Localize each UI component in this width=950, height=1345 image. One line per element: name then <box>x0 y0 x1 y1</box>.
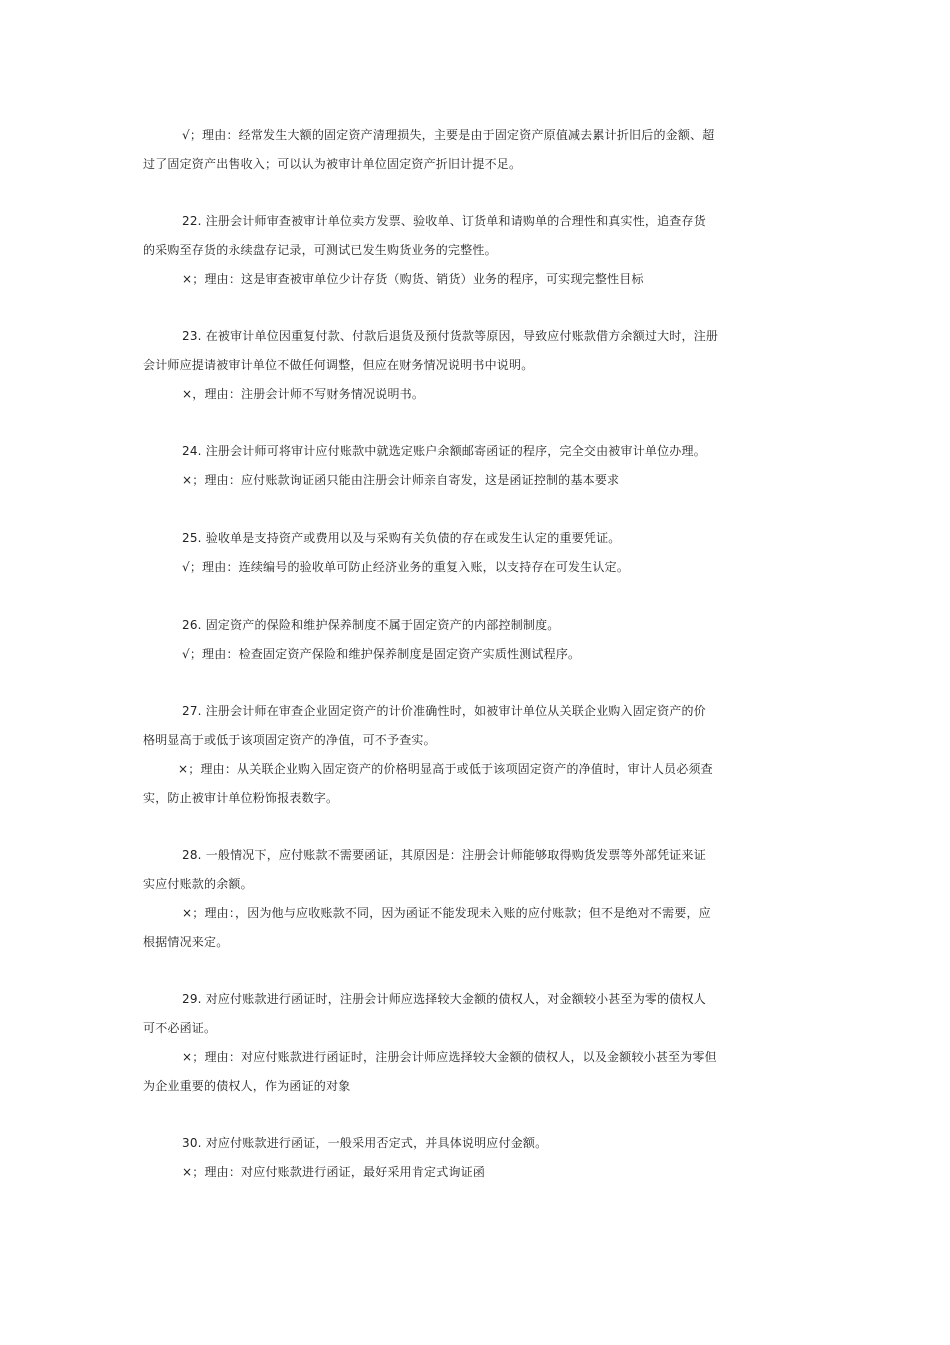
answer-28-line-1: ×；理由：，因为他与应收账款不同，因为函证不能发现未入账的应付账款；但不是绝对不需要，应 <box>182 906 711 920</box>
answer-27-line-1: ×；理由：从关联企业购入固定资产的价格明显高于或低于该项固定资产的净值时，审计人员必须查 <box>178 762 713 776</box>
answer-24-line-1: ×；理由：应付账款询证函只能由注册会计师亲自寄发，这是函证控制的基本要求 <box>182 473 620 487</box>
question-28-line-1: 28. 一般情况下，应付账款不需要函证，其原因是：注册会计师能够取得购货发票等外部凭证来证 <box>182 848 706 862</box>
question-26-line-1: 26. 固定资产的保险和维护保养制度不属于固定资产的内部控制制度。 <box>182 618 560 632</box>
answer-22-line-1: ×；理由：这是审查被审单位少计存货（购货、销货）业务的程序，可实现完整性目标 <box>182 272 644 286</box>
intro-answer-line-1: √；理由：经常发生大额的固定资产清理损失，主要是由于固定资产原值减去累计折旧后的金额、超 <box>182 128 715 142</box>
answer-23-line-1: ×，理由：注册会计师不写财务情况说明书。 <box>182 387 425 401</box>
answer-30-line-1: ×；理由：对应付账款进行函证，最好采用肯定式询证函 <box>182 1165 486 1179</box>
question-25-line-1: 25. 验收单是支持资产或费用以及与采购有关负债的存在或发生认定的重要凭证。 <box>182 531 621 545</box>
question-29-line-1: 29. 对应付账款进行函证时，注册会计师应选择较大金额的债权人，对金额较小甚至为零的债权人 <box>182 992 706 1006</box>
question-23-line-2: 会计师应提请被审计单位不做任何调整，但应在财务情况说明书中说明。 <box>143 358 534 372</box>
answer-25-line-1: √；理由：连续编号的验收单可防止经济业务的重复入账，以支持存在可发生认定。 <box>182 560 630 574</box>
question-22-line-2: 的采购至存货的永续盘存记录，可测试已发生购货业务的完整性。 <box>143 243 497 257</box>
answer-29-line-2: 为企业重要的债权人，作为函证的对象 <box>143 1079 351 1093</box>
question-27-line-2: 格明显高于或低于该项固定资产的净值，可不予查实。 <box>143 733 436 747</box>
question-23-line-1: 23. 在被审计单位因重复付款、付款后退货及预付货款等原因，导致应付账款借方余额过大时，注册 <box>182 329 719 343</box>
question-27-line-1: 27. 注册会计师在审查企业固定资产的计价准确性时，如被审计单位从关联企业购入固定资产的价 <box>182 704 706 718</box>
question-22-line-1: 22. 注册会计师审查被审计单位卖方发票、验收单、订货单和请购单的合理性和真实性，追查存货 <box>182 214 706 228</box>
answer-26-line-1: √；理由：检查固定资产保险和维护保养制度是固定资产实质性测试程序。 <box>182 647 581 661</box>
question-28-line-2: 实应付账款的余额。 <box>143 877 253 891</box>
question-24-line-1: 24. 注册会计师可将审计应付账款中就选定账户余额邮寄函证的程序，完全交由被审计单位办理。 <box>182 444 706 458</box>
question-30-line-1: 30. 对应付账款进行函证，一般采用否定式，并具体说明应付金额。 <box>182 1136 548 1150</box>
answer-28-line-2: 根据情况来定。 <box>143 935 229 949</box>
question-29-line-2: 可不必函证。 <box>143 1021 217 1035</box>
answer-27-line-2: 实，防止被审计单位粉饰报表数字。 <box>143 791 339 805</box>
answer-29-line-1: ×；理由：对应付账款进行函证时，注册会计师应选择较大金额的债权人，以及金额较小甚至为零但 <box>182 1050 717 1064</box>
intro-answer-line-2: 过了固定资产出售收入；可以认为被审计单位固定资产折旧计提不足。 <box>143 157 522 171</box>
